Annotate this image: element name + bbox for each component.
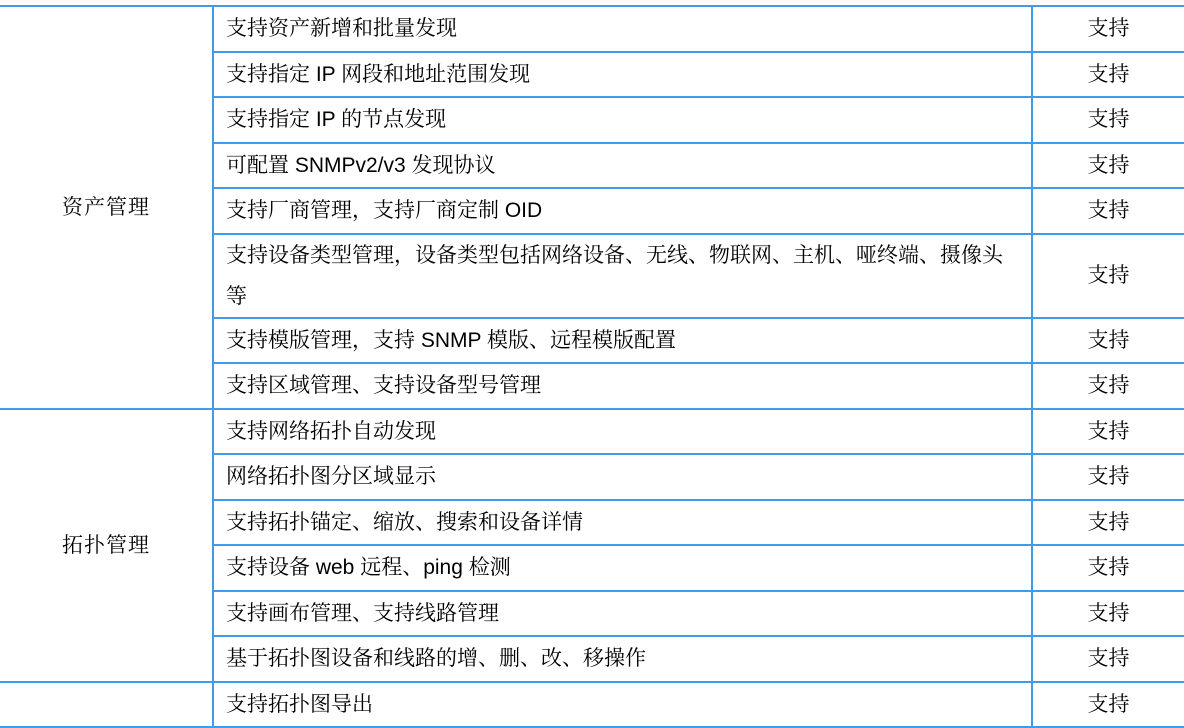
support-cell: 支持 [1032, 6, 1184, 52]
support-cell: 支持 [1032, 234, 1184, 318]
feature-cell: 支持设备类型管理，设备类型包括网络设备、无线、物联网、主机、哑终端、摄像头等 [213, 234, 1032, 318]
feature-support-table [0, 5, 1184, 728]
feature-cell: 支持拓扑锚定、缩放、搜索和设备详情 [213, 500, 1032, 546]
category-cell-asset-management: 资产管理 [0, 6, 213, 409]
feature-cell: 支持厂商管理，支持厂商定制 OID [213, 188, 1032, 234]
table-row [0, 6, 1184, 52]
feature-cell: 支持指定 IP 网段和地址范围发现 [213, 52, 1032, 98]
support-cell: 支持 [1032, 143, 1184, 189]
support-cell: 支持 [1032, 682, 1184, 728]
feature-cell: 可配置 SNMPv2/v3 发现协议 [213, 143, 1032, 189]
category-cell-topology-management: 拓扑管理 [0, 409, 213, 682]
feature-cell: 基于拓扑图设备和线路的增、删、改、移操作 [213, 636, 1032, 682]
support-cell: 支持 [1032, 591, 1184, 637]
feature-cell: 网络拓扑图分区域显示 [213, 454, 1032, 500]
support-cell: 支持 [1032, 97, 1184, 143]
support-cell: 支持 [1032, 500, 1184, 546]
feature-cell: 支持拓扑图导出 [213, 682, 1032, 728]
support-cell: 支持 [1032, 409, 1184, 455]
table-row-partial [0, 682, 1184, 728]
table-row [0, 409, 1184, 455]
feature-cell: 支持资产新增和批量发现 [213, 6, 1032, 52]
support-cell: 支持 [1032, 188, 1184, 234]
feature-cell: 支持模版管理，支持 SNMP 模版、远程模版配置 [213, 318, 1032, 364]
feature-cell: 支持区域管理、支持设备型号管理 [213, 363, 1032, 409]
feature-cell: 支持画布管理、支持线路管理 [213, 591, 1032, 637]
feature-cell: 支持网络拓扑自动发现 [213, 409, 1032, 455]
support-cell: 支持 [1032, 318, 1184, 364]
support-cell: 支持 [1032, 636, 1184, 682]
feature-cell: 支持设备 web 远程、ping 检测 [213, 545, 1032, 591]
support-cell: 支持 [1032, 363, 1184, 409]
support-cell: 支持 [1032, 545, 1184, 591]
feature-table-page [0, 5, 1184, 716]
support-cell: 支持 [1032, 52, 1184, 98]
category-cell-partial [0, 682, 213, 728]
feature-cell: 支持指定 IP 的节点发现 [213, 97, 1032, 143]
support-cell: 支持 [1032, 454, 1184, 500]
